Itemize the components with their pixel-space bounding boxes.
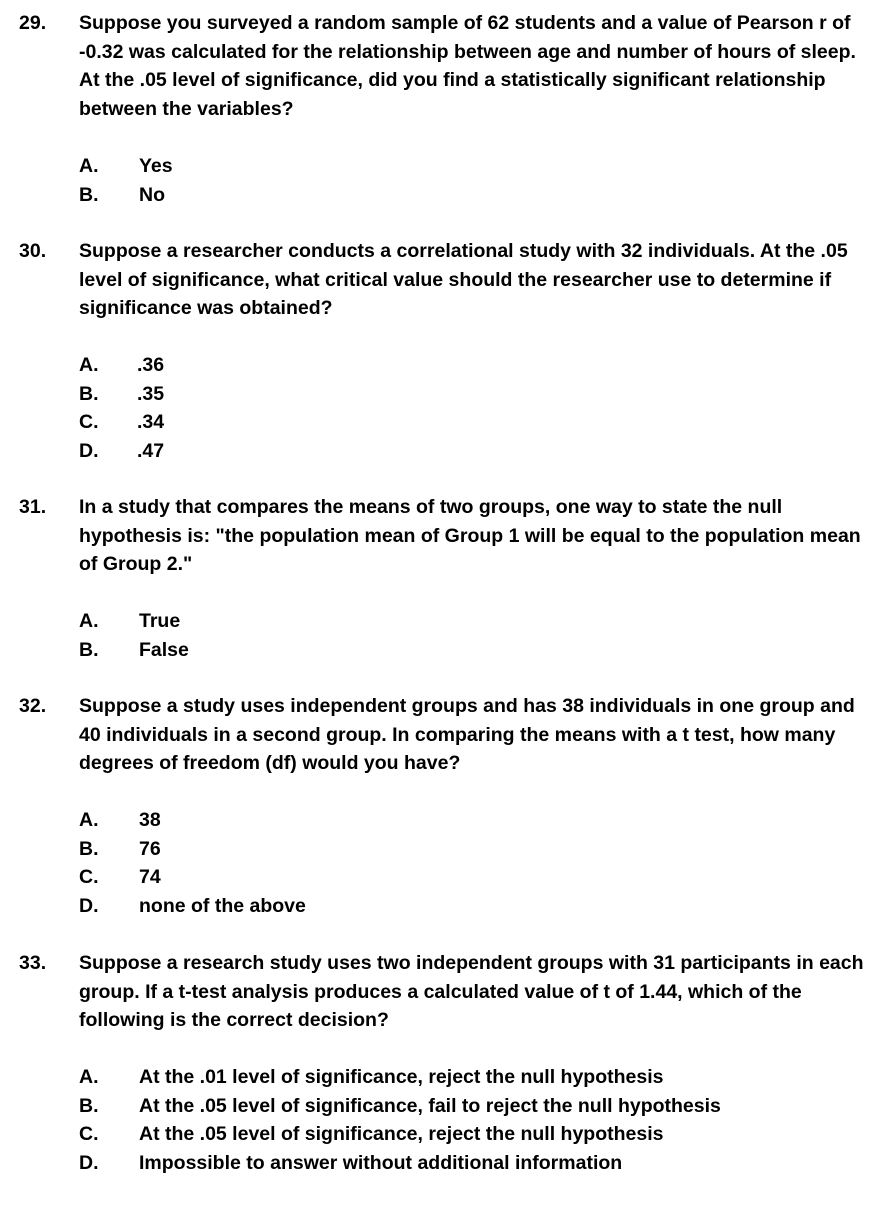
answer-option-a: [0, 351, 895, 380]
answer-option-a: [0, 1063, 895, 1092]
option-text: At the .01 level of significance, reject the null hypothesis: [139, 1066, 664, 1088]
option-letter: B.: [79, 638, 99, 661]
answer-option-b: [0, 1092, 895, 1121]
option-letter: A.: [79, 610, 99, 632]
answer-option-a: [0, 806, 895, 835]
option-letter: C.: [79, 1123, 99, 1146]
answer-option-c: [0, 1120, 895, 1149]
answer-option-a: [0, 607, 895, 636]
option-text: Yes: [139, 155, 173, 177]
option-text: .35: [137, 382, 165, 405]
option-letter: A.: [79, 809, 99, 831]
option-text: Impossible to answer without additional information: [139, 1151, 623, 1174]
option-letter: B.: [79, 183, 99, 206]
option-letter: C.: [79, 411, 99, 434]
question-number: 29.: [19, 12, 47, 34]
question-text: Suppose a research study uses two independent groups with 31 participants in each group. If a t-test analysis produces a calculated value of t of 1.44, which of the following is the correct decision?: [79, 952, 864, 1032]
question-text: Suppose a researcher conducts a correlational study with 32 individuals. At the .05 level of significance, what critical value should the researcher use to determine if significance was obtained?: [79, 240, 848, 320]
option-letter: D.: [79, 439, 99, 462]
option-letter: B.: [79, 1094, 99, 1117]
answer-option-c: [0, 408, 895, 437]
option-letter: A.: [79, 1066, 99, 1088]
answer-option-d: [0, 437, 895, 466]
answer-option-d: [0, 892, 895, 921]
option-text: 76: [139, 837, 161, 860]
answer-option-c: [0, 863, 895, 892]
option-letter: C.: [79, 866, 99, 889]
option-letter: A.: [79, 155, 99, 177]
question-text: In a study that compares the means of two groups, one way to state the null hypothesis is: "the population mean of Group 1 will be equal to the population mean of Group 2.": [79, 496, 861, 576]
option-text: .36: [137, 354, 165, 376]
option-letter: D.: [79, 1151, 99, 1174]
answer-option-b: [0, 835, 895, 864]
option-text: .47: [137, 439, 165, 462]
question-number: 33.: [19, 952, 47, 974]
option-text: True: [139, 610, 181, 632]
option-text: False: [139, 638, 189, 661]
question-number: 31.: [19, 496, 47, 518]
question-text: Suppose a study uses independent groups and has 38 individuals in one group and 40 individuals in a second group. In comparing the means with a t test, how many degrees of freedom (df) would you have?: [79, 695, 855, 775]
option-letter: A.: [79, 354, 99, 376]
answer-option-b: [0, 380, 895, 409]
option-text: At the .05 level of significance, fail to reject the null hypothesis: [139, 1094, 721, 1117]
answer-option-a: [0, 152, 895, 181]
option-letter: D.: [79, 894, 99, 917]
option-text: .34: [137, 411, 165, 434]
option-text: No: [139, 183, 165, 206]
question-number: 32.: [19, 695, 47, 717]
answer-option-d: [0, 1149, 895, 1178]
option-letter: B.: [79, 837, 99, 860]
question-number: 30.: [19, 240, 47, 262]
answer-option-b: [0, 636, 895, 665]
question-text: Suppose you surveyed a random sample of 62 students and a value of Pearson r of -0.32 was calculated for the relationship between age and number of hours of sleep. At the .05 level of significance, did you find a statistically significant relationship between the variables?: [79, 12, 856, 120]
option-text: 74: [139, 866, 161, 889]
option-letter: B.: [79, 382, 99, 405]
answer-option-b: [0, 181, 895, 210]
option-text: At the .05 level of significance, reject the null hypothesis: [139, 1123, 664, 1146]
option-text: 38: [139, 809, 161, 831]
option-text: none of the above: [139, 894, 306, 917]
